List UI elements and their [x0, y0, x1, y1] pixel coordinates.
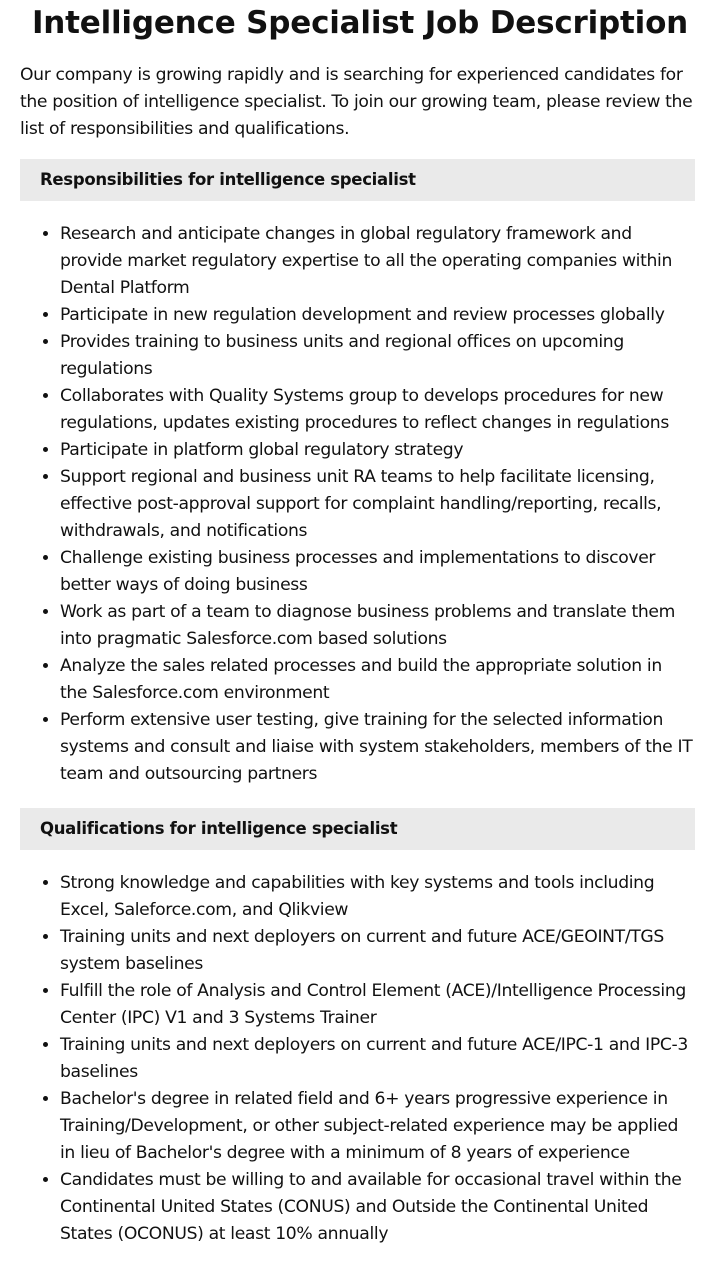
list-item: • Provides training to business units and regional offices on upcoming regulations: [60, 329, 694, 383]
responsibilities-heading: Responsibilities for intelligence specialist: [20, 159, 695, 201]
list-item: • Fulfill the role of Analysis and Control Element (ACE)/Intelligence Processing Center (IPC) V1 and 3 Systems Trainer: [60, 978, 694, 1032]
list-item: • Work as part of a team to diagnose business problems and translate them into pragmatic Salesforce.com based solutions: [60, 599, 694, 653]
list-item: • Support regional and business unit RA teams to help facilitate licensing, effective post-approval support for complaint handling/reporting, recalls, withdrawals, and notifications: [60, 464, 694, 545]
responsibilities-list: [0, 221, 720, 788]
page-title: Intelligence Specialist Job Description: [31, 5, 689, 41]
list-item: • Training units and next deployers on current and future ACE/IPC-1 and IPC-3 baselines: [60, 1032, 694, 1086]
qualifications-heading: Qualifications for intelligence specialist: [20, 808, 695, 850]
list-item: • Strong knowledge and capabilities with key systems and tools including Excel, Saleforce.com, and Qlikview: [60, 870, 694, 924]
list-item: • Analyze the sales related processes and build the appropriate solution in the Salesforce.com environment: [60, 653, 694, 707]
list-item: • Candidates must be willing to and available for occasional travel within the Continental United States (CONUS) and Outside the Continental United States (OCONUS) at least 10% annually: [60, 1167, 694, 1248]
list-item: • Collaborates with Quality Systems group to develops procedures for new regulations, updates existing procedures to reflect changes in regulations: [60, 383, 694, 437]
intro-paragraph: Our company is growing rapidly and is searching for experienced candidates for the position of intelligence specialist. To join our growing team, please review the list of responsibilities and qualifications.: [20, 65, 693, 139]
list-item: • Participate in platform global regulatory strategy: [60, 437, 694, 464]
qualifications-list: [0, 870, 720, 1248]
list-item: • Challenge existing business processes and implementations to discover better ways of doing business: [60, 545, 694, 599]
list-item: • Perform extensive user testing, give training for the selected information systems and consult and liaise with system stakeholders, members of the IT team and outsourcing partners: [60, 707, 694, 788]
list-item: • Participate in new regulation development and review processes globally: [60, 302, 694, 329]
list-item: • Bachelor's degree in related field and 6+ years progressive experience in Training/Development, or other subject-related experience may be applied in lieu of Bachelor's degree with a minimum of 8 years of experience: [60, 1086, 694, 1167]
list-item: • Research and anticipate changes in global regulatory framework and provide market regulatory expertise to all the operating companies within Dental Platform: [60, 221, 694, 302]
list-item: • Training units and next deployers on current and future ACE/GEOINT/TGS system baselines: [60, 924, 694, 978]
